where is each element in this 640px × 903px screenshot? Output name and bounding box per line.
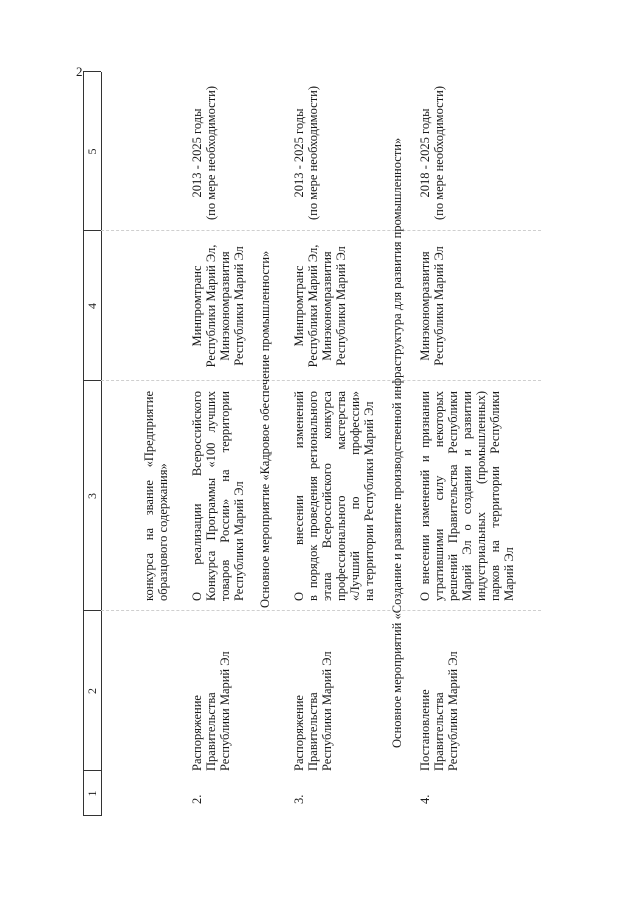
document-type-cell — [292, 611, 334, 771]
period-cell — [190, 78, 218, 228]
row-number: 3. — [292, 794, 306, 804]
text-line: Республики Марий Эл, — [306, 244, 320, 368]
column-header-3: 3 — [85, 493, 99, 499]
page-number: 2 — [76, 64, 83, 79]
document-title-cell — [418, 391, 516, 601]
text-line: конкурса на звание «Предприятие — [142, 391, 156, 601]
text-line: в порядок проведения регионального — [306, 391, 320, 601]
executor-cell — [418, 236, 446, 376]
text-line: парков на территории Республики — [488, 391, 502, 601]
text-line: на территории Республики Марий Эл — [362, 401, 376, 601]
text-line: товаров России» на территории — [218, 391, 232, 601]
text-line: Минпромтранс — [190, 265, 204, 347]
text-line: Правительства — [306, 692, 320, 771]
text-line: Распоряжение — [190, 695, 204, 771]
document-title-cell — [292, 391, 376, 601]
document-type-cell — [418, 611, 460, 771]
text-line: Правительства — [432, 692, 446, 771]
text-line: Минэкономразвития — [418, 251, 432, 361]
text-line: утратившими силу некоторых — [432, 391, 446, 601]
column-guide — [101, 230, 541, 231]
text-line: индустриальных (промышленных) — [474, 391, 488, 601]
column-header-1: 1 — [85, 790, 99, 797]
section-heading: Основное мероприятий «Создание и развитие производственной инфраструктура для развития промышленности» — [390, 137, 404, 748]
text-line: Правительства — [204, 692, 218, 771]
text-line: Республики Марий Эл — [232, 481, 246, 601]
period-cell — [418, 78, 446, 228]
executor-cell — [292, 236, 348, 376]
text-line: профессионального мастерства — [334, 391, 348, 601]
text-line: О реализации Всероссийского — [190, 391, 204, 601]
text-line: этапа Всероссийского конкурса — [320, 391, 334, 601]
text-line: Республики Марий Эл — [446, 651, 460, 771]
text-line: Республики Марий Эл — [432, 246, 446, 366]
text-line: Распоряжение — [292, 695, 306, 771]
text-line: Постановление — [418, 689, 432, 771]
text-line: (по мере необходимости) — [204, 85, 218, 221]
column-header-2: 2 — [85, 688, 99, 694]
text-line: Республики Марий Эл — [334, 246, 348, 366]
text-line: О внесении изменений — [292, 391, 306, 601]
text-line: 2013 - 2025 годы — [190, 108, 204, 198]
text-line: 2018 - 2025 годы — [418, 108, 432, 198]
text-line: Минэкономразвития — [320, 251, 334, 361]
text-line: решений Правительства Республики — [446, 391, 460, 601]
text-line: образцового содержания» — [156, 463, 170, 601]
continued-document-cell — [142, 391, 170, 601]
text-line: Республики Марий Эл — [320, 651, 334, 771]
text-line: Марий Эл о создании и развитии — [460, 391, 474, 601]
period-cell — [292, 78, 320, 228]
document-title-cell — [190, 391, 246, 601]
text-line: (по мере необходимости) — [306, 85, 320, 221]
text-line: Республики Марий Эл, — [204, 244, 218, 368]
rotated-table-sheet — [80, 36, 560, 856]
text-line: Минэкономразвития — [218, 251, 232, 361]
row-number: 4. — [418, 794, 432, 804]
text-line: О внесении изменений и признании — [418, 391, 432, 601]
text-line: 2013 - 2025 годы — [292, 108, 306, 198]
text-line: Республики Марий Эл — [232, 246, 246, 366]
text-line: «Лучший по профессии» — [348, 391, 362, 601]
text-line: (по мере необходимости) — [432, 85, 446, 221]
row-number: 2. — [190, 794, 204, 804]
text-line: Конкурса Программы «100 лучших — [204, 391, 218, 601]
executor-cell — [190, 236, 246, 376]
text-line: Марий Эл — [502, 547, 516, 601]
document-type-cell — [190, 611, 232, 771]
section-heading: Основное мероприятие «Кадровое обеспечение промышленности» — [258, 250, 272, 608]
column-guide — [101, 380, 541, 381]
column-header-5: 5 — [85, 148, 99, 155]
column-header-4: 4 — [85, 303, 99, 309]
header-bottom-border — [101, 72, 102, 816]
text-line: Минпромтранс — [292, 265, 306, 347]
text-line: Республики Марий Эл — [218, 651, 232, 771]
